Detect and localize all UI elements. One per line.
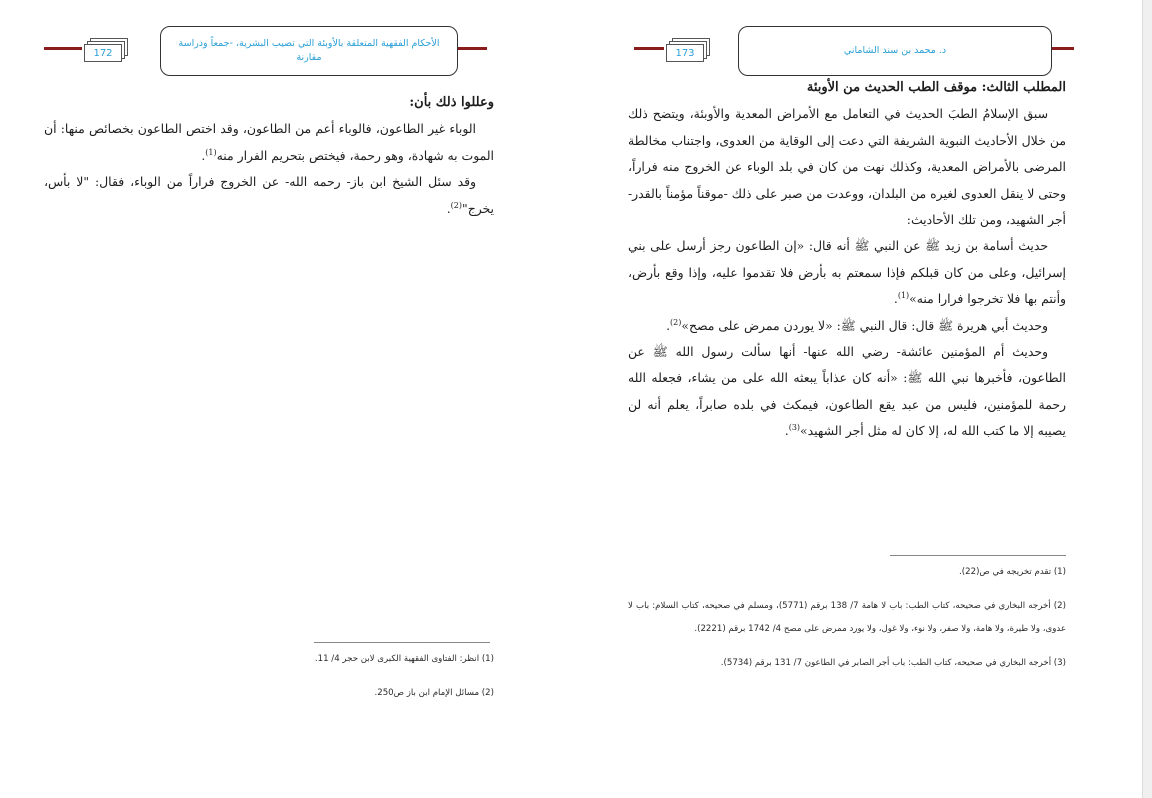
header-rule: [634, 47, 664, 50]
right-page: [628, 0, 1094, 798]
section-heading: وعللوا ذلك بأن:: [409, 95, 494, 110]
header-title: د. محمد بن سند الشاماني: [738, 26, 1052, 76]
vertical-scrollbar[interactable]: [1142, 0, 1152, 798]
left-body: [44, 90, 494, 222]
page-number-badge: [666, 38, 708, 60]
paragraph: سبق الإسلامُ الطبَ الحديث في التعامل مع الأمراض المعدية والأوبئة، ويتضح ذلك من خلال الأحاديث النبوية الشريفة التي دعت إلى الوقاية من العدوى، واجتناب مخالطة المرضى بالأمراض المعدية، وكذلك نهت من كان في بلد الوباء عن الخروج منه فراراً، وحتى لا ينقل العدوى لغيره من البلدان، ووعدت من صبر على ذلك -موقناً مؤمناً بالقدر- أجر الشهيد، ومن تلك الأحاديث:: [628, 106, 1066, 228]
footnote-ref: (3): [788, 423, 801, 433]
paragraph: الوباء غير الطاعون، فالوباء أعم من الطاعون، وقد اختص الطاعون بخصائص منها: أن الموت به شهادة، وهو رحمة، فيختص بتحريم الفرار منه$^{(1)}$.: [44, 121, 494, 163]
footnote-ref: (2): [670, 317, 682, 327]
footnote: (2) أخرجه البخاري في صحيحه، كتاب الطب: باب لا هامة 7/ 138 برقم (5771)، ومسلم في صحيحه، كتاب السلام: باب لا عدوى، ولا طيرة، ولا هامة، ولا صفر، ولا نوء، ولا غول، ولا يورد ممرض على مصح 4/ 1742 برقم (2221).: [628, 601, 1066, 634]
footnote: (1) انظر: الفتاوى الفقهية الكبرى لابن حجر 4/ 11.: [314, 654, 494, 664]
header-rule: [1052, 47, 1074, 50]
paragraph: وحديث أبي هريرة ﷺ قال: قال النبي ﷺ: «لا يوردن ممرض على مصح»$^{(2)}$.: [666, 317, 1048, 333]
right-page-header: [628, 26, 1094, 78]
paragraph: وقد سئل الشيخ ابن باز- رحمه الله- عن الخروج فراراً من الوباء، فقال: "لا بأس، يخرج"$^{(2)}$.: [44, 174, 494, 216]
left-footnotes: [44, 648, 494, 705]
paragraph: وحديث أم المؤمنين عائشة- رضي الله عنها- أنها سألت رسول الله ﷺ عن الطاعون، فأخبرها نبي الله ﷺ: «أنه كان عذاباً يبعثه الله على من يشاء، فجعله الله رحمة للمؤمنين، فليس من عبد يقع الطاعون، فيمكث في بلده صابراً، يعلم أنه لن يصيبه إلا ما كتب الله له، إلا كان له مثل أجر الشهيد»$^{(3)}$.: [628, 344, 1066, 439]
page-number-badge: [84, 38, 126, 60]
right-body: [628, 75, 1066, 445]
header-rule: [457, 47, 487, 50]
footnote-ref: (1): [205, 147, 217, 157]
footnote-ref: (2): [450, 200, 463, 210]
footnote: (3) أخرجه البخاري في صحيحه، كتاب الطب: باب أجر الصابر في الطاعون 7/ 131 برقم (5734).: [720, 658, 1066, 668]
left-page-header: [44, 26, 514, 78]
footnote: (1) تقدم تخريجه في ص(22).: [959, 567, 1066, 577]
footnote-rule: [890, 555, 1066, 556]
page-number: 173: [666, 44, 704, 62]
footnote-rule: [314, 642, 490, 643]
header-title: الأحكام الفقهية المتعلقة بالأوبئة التي تصيب البشرية، -جمعاً ودراسة مقارنة: [160, 26, 458, 76]
right-footnotes: [628, 561, 1066, 675]
footnote: (2) مسائل الإمام ابن باز ص250.: [374, 688, 494, 698]
section-heading: المطلب الثالث: موقف الطب الحديث من الأوبئة: [806, 80, 1066, 95]
footnote-ref: (1): [897, 291, 910, 301]
left-page: [44, 0, 514, 798]
page-number: 172: [84, 44, 122, 62]
paragraph: حديث أسامة بن زيد ﷺ عن النبي ﷺ أنه قال: «إن الطاعون رجز أرسل على بني إسرائيل، وعلى من كان قبلكم فإذا سمعتم به بأرض فلا تقدموا عليه، وإذا وقع بأرض، وأنتم بها فلا تخرجوا فرارا منه»$^{(1)}$.: [628, 238, 1066, 307]
header-rule: [44, 47, 82, 50]
